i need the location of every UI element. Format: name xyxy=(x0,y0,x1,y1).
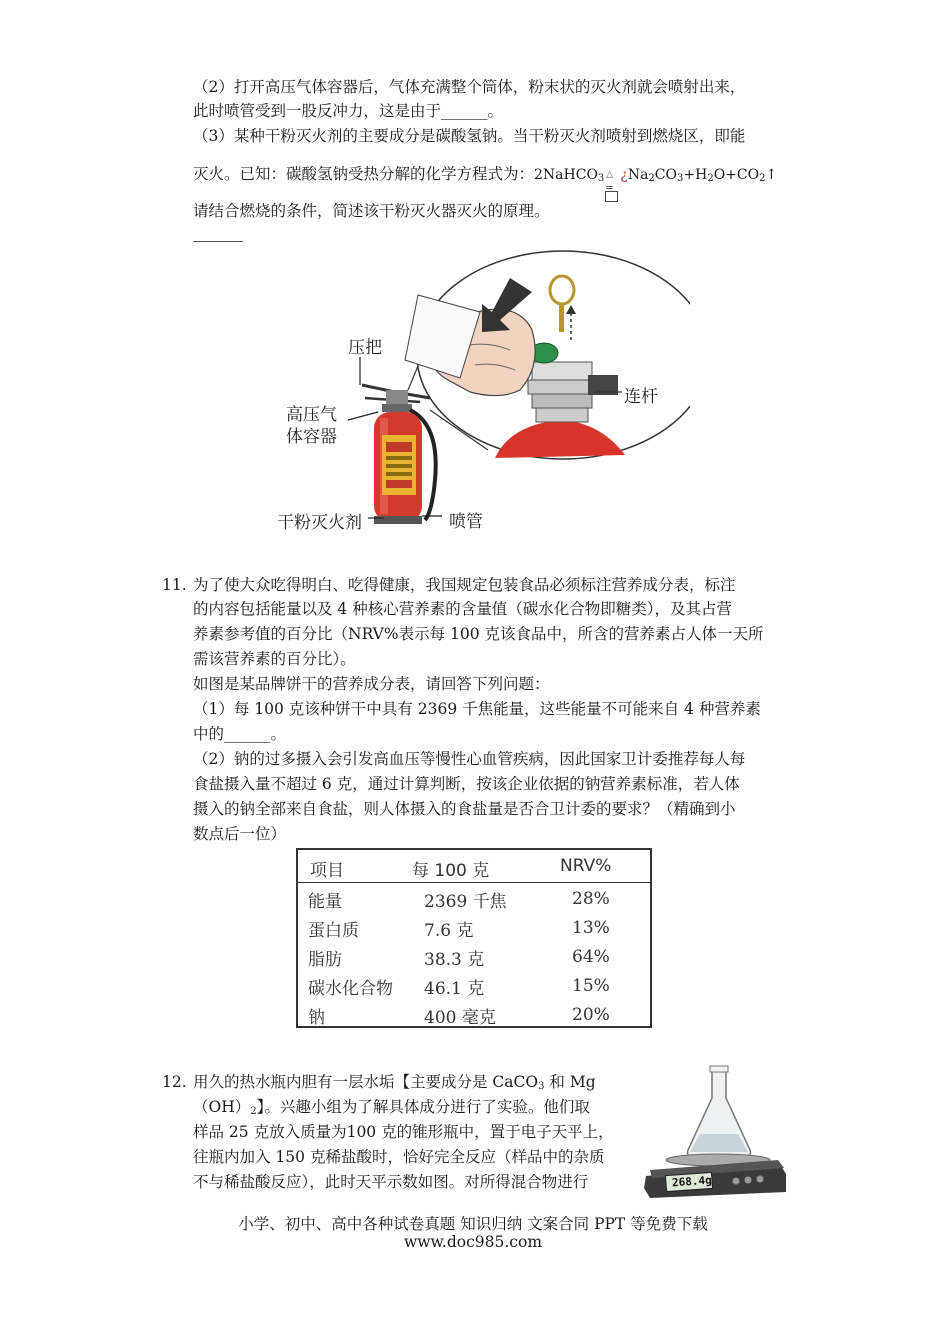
q11-line: （1）每 100 克该种饼干中具有 2369 千焦能量，这些能量不可能来自 4 种营养素 xyxy=(193,700,761,718)
q10-part3-line3: 请结合燃烧的条件，简述该干粉灭火器灭火的原理。 xyxy=(193,202,550,220)
q11-line: （2）钠的过多摄入会引发高血压等慢性心血管疾病，因此国家卫计委推荐每人每 xyxy=(193,750,746,768)
table-header-row xyxy=(298,850,650,883)
label-nozzle: 喷管 xyxy=(449,512,483,532)
table-cell: 13% xyxy=(572,918,610,938)
nutrition-facts-table xyxy=(296,848,652,1028)
label-gas-container: 高压气 体容器 xyxy=(286,405,337,447)
label-handle: 压把 xyxy=(348,338,382,358)
q10-part2-line1: （2）打开高压气体容器后，气体充满整个筒体，粉末状的灭火剂就会喷射出来， xyxy=(193,78,746,96)
equation-placeholder-box xyxy=(605,191,618,202)
table-cell: 能量 xyxy=(308,892,342,912)
q11-line: 养素参考值的百分比（NRV%表示每 100 克该食品中，所含的营养素占人体一天所 xyxy=(193,625,764,643)
electronic-balance-figure xyxy=(640,1064,790,1200)
table-cell: 20% xyxy=(572,1005,610,1025)
table-cell: 蛋白质 xyxy=(308,921,359,941)
table-cell: 46.1 克 xyxy=(424,979,485,999)
table-header: 项目 xyxy=(310,861,344,881)
q11-line: 为了使大众吃得明白、吃得健康，我国规定包装食品必须标注营养成分表，标注 xyxy=(193,576,736,594)
q11-line: 摄入的钠全部来自食盐，则人体摄入的食盐量是否合卫计委的要求？（精确到小 xyxy=(193,800,736,818)
label-link-rod: 连杆 xyxy=(624,387,658,407)
q12-line3: 样品 25 克放入质量为100 克的锥形瓶中，置于电子天平上， xyxy=(193,1123,614,1141)
equation-glitch-char: ¿ xyxy=(620,167,628,183)
table-header: NRV% xyxy=(560,856,612,876)
q10-part3-line2 xyxy=(193,164,778,194)
q12-number: 12. xyxy=(162,1073,187,1091)
chemical-equation: 2NaHCO$_3$ △ = ¿$Na_2CO_3+H_2O+CO_2↑$ xyxy=(534,167,777,183)
q12-line1: 用久的热水瓶内胆有一层水垢【主要成分是 CaCO$_3$ 和 Mg xyxy=(193,1073,596,1092)
table-cell: 64% xyxy=(572,947,610,967)
q10-equation-intro: 灭火。已知：碳酸氢钠受热分解的化学方程式为： xyxy=(193,165,535,183)
table-cell: 38.3 克 xyxy=(424,950,485,970)
q12-line2: $(OH)_2$】。兴趣小组为了解具体成分进行了实验。他们取 xyxy=(193,1098,590,1117)
table-cell: 脂肪 xyxy=(308,950,342,970)
table-cell: 2369 千焦 xyxy=(424,892,507,912)
q12-line4: 往瓶内加入 150 克稀盐酸时，恰好完全反应（样品中的杂质 xyxy=(193,1148,605,1166)
q12-line5: 不与稀盐酸反应），此时天平示数如图。对所得混合物进行 xyxy=(193,1173,589,1191)
table-cell: 碳水化合物 xyxy=(308,979,393,999)
table-cell: 28% xyxy=(572,889,610,909)
q10-part3-line1: （3）某种干粉灭火剂的主要成分是碳酸氢钠。当干粉灭火剂喷射到燃烧区，即能 xyxy=(193,127,746,145)
footer-website-link[interactable]: www.doc985.com xyxy=(403,1233,543,1251)
footer-promo-text: 小学、初中、高中各种试卷真题 知识归纳 文案合同 PPT 等免费下载 xyxy=(238,1215,708,1233)
q10-part2-line2: 此时喷管受到一股反冲力，这是由于______。 xyxy=(193,102,504,120)
q11-line: 如图是某品牌饼干的营养成分表，请回答下列问题： xyxy=(193,675,550,693)
q11-line: 的内容包括能量以及 4 种核心营养素的含量值（碳水化合物即糖类），及其占营 xyxy=(193,600,732,618)
q11-line: 数点后一位） xyxy=(193,825,287,843)
q11-line: 食盐摄入量不超过 6 克，通过计算判断，按该企业依据的钠营养素标准，若人体 xyxy=(193,775,740,793)
heat-condition-symbol: △ xyxy=(606,170,614,180)
table-cell: 400 毫克 xyxy=(424,1008,496,1028)
answer-blank-line xyxy=(193,241,243,242)
table-cell: 钠 xyxy=(308,1008,325,1028)
q11-line: 中的______。 xyxy=(193,725,287,743)
scale-reading: 268.4g xyxy=(671,1173,713,1190)
q11-line: 需该营养素的百分比）。 xyxy=(193,650,356,668)
table-header: 每 100 克 xyxy=(412,861,490,881)
label-dry-powder-agent: 干粉灭火剂 xyxy=(277,513,362,533)
q11-number: 11. xyxy=(162,576,187,594)
table-cell: 15% xyxy=(572,976,610,996)
table-cell: 7.6 克 xyxy=(424,921,474,941)
